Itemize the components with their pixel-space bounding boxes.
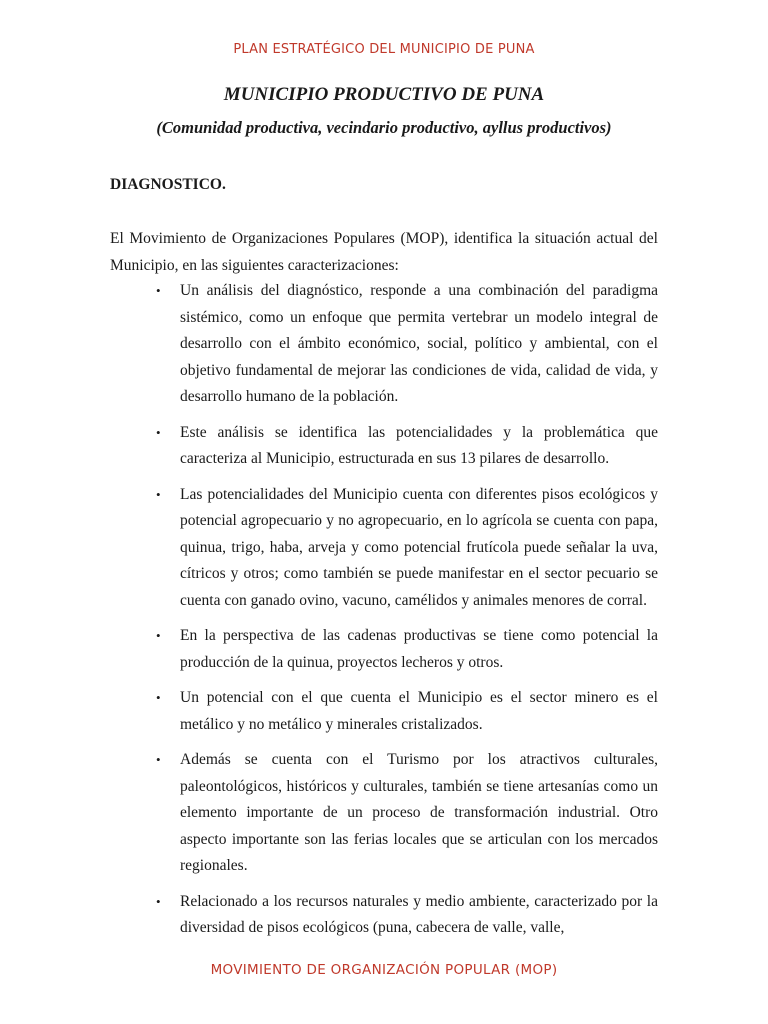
- bullet-item: [110, 747, 658, 880]
- section-heading: DIAGNOSTICO.: [110, 176, 226, 193]
- bullet-icon: •: [156, 486, 161, 502]
- bullet-text: Un potencial con el que cuenta el Municipio es el sector minero es el metálico y no metálico y minerales cristalizados.: [180, 689, 658, 733]
- document-subtitle: (Comunidad productiva, vecindario productivo, ayllus productivos): [156, 118, 612, 137]
- bullet-icon: •: [156, 690, 161, 705]
- bullet-item: [110, 482, 658, 615]
- bullet-item: [110, 278, 658, 411]
- document-title: MUNICIPIO PRODUCTIVO DE PUNA: [223, 84, 545, 105]
- bullet-icon: •: [156, 628, 161, 643]
- bullet-item: [110, 685, 658, 738]
- bullet-item: [110, 889, 658, 942]
- bullet-icon: •: [156, 283, 161, 298]
- bullet-icon: •: [156, 752, 161, 767]
- bullet-icon: •: [156, 893, 161, 909]
- bullet-icon: •: [156, 424, 161, 440]
- bullet-text: En la perspectiva de las cadenas productivas se tiene como potencial la producción de la quinua, proyectos lecheros y otros.: [180, 627, 658, 671]
- bullet-list: [110, 278, 658, 951]
- bullet-text: Las potencialidades del Municipio cuenta con diferentes pisos ecológicos y potencial agropecuario y no agropecuario, en lo agrícola se cuenta con papa, quinua, trigo, haba, arveja y como potencial frutícola puede señalar la uva, cítricos y otros; como también se puede manifestar en el sector pecuario se cuenta con ganado ovino, vacuno, camélidos y animales menores de corral.: [180, 485, 658, 609]
- bullet-text: Este análisis se identifica las potencialidades y la problemática que caracteriza al Municipio, estructurada en sus 13 pilares de desarrollo.: [180, 423, 658, 467]
- bullet-item: [110, 623, 658, 676]
- bullet-text: Además se cuenta con el Turismo por los atractivos culturales, paleontológicos, históricos y culturales, también se tiene artesanías como un elemento importante de un proceso de transformación industrial. Otro aspecto importante son las ferias locales que se articulan con los mercados regionales.: [180, 751, 658, 874]
- bullet-text: Un análisis del diagnóstico, responde a una combinación del paradigma sistémico, como un enfoque que permita vertebrar un modelo integral de desarrollo con el ámbito económico, social, político y ambiental, con el objetivo fundamental de mejorar las condiciones de vida, calidad de vida, y desarrollo humano de la población.: [180, 282, 658, 405]
- bullet-text: Relacionado a los recursos naturales y medio ambiente, caracterizado por la diversidad de pisos ecológicos (puna, cabecera de valle, valle,: [180, 892, 658, 936]
- page-header: PLAN ESTRATÉGICO DEL MUNICIPIO DE PUNA: [233, 42, 535, 57]
- bullet-item: [110, 420, 658, 473]
- intro-paragraph: El Movimiento de Organizaciones Populares (MOP), identifica la situación actual del Municipio, en las siguientes caracterizaciones:: [110, 230, 658, 274]
- page-footer: MOVIMIENTO DE ORGANIZACIÓN POPULAR (MOP): [210, 962, 558, 978]
